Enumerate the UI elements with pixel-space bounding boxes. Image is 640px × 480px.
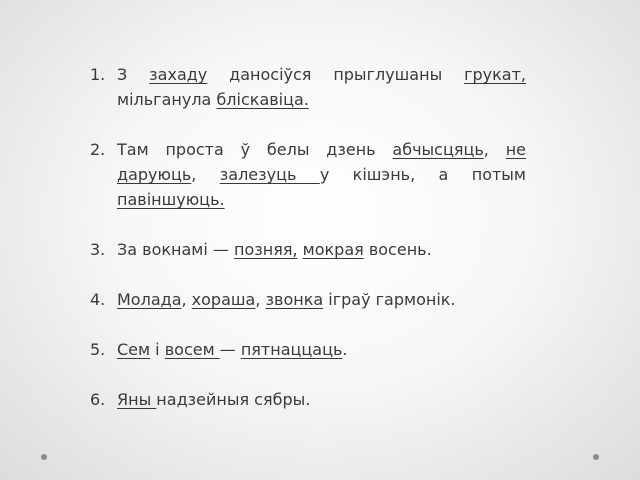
underlined-word: Сем	[117, 340, 151, 359]
list-item	[90, 62, 526, 112]
text-segment: ,	[191, 165, 220, 184]
text-segment: Там проста ў белы дзень	[117, 140, 393, 159]
item-text	[117, 137, 526, 212]
text-segment: ,	[255, 290, 266, 309]
text-segment: даносіўся прыглушаны	[207, 65, 465, 84]
underlined-word: Молада	[117, 290, 182, 309]
underlined-word: хораша	[191, 290, 256, 309]
slide-corner-dot-left	[41, 454, 47, 460]
underlined-word: бліскавіца.	[216, 90, 309, 109]
underlined-word: пятнаццаць	[240, 340, 343, 359]
underlined-word: захаду	[149, 65, 208, 84]
item-number: 6.	[90, 390, 106, 409]
underlined-word: звонка	[265, 290, 324, 309]
underlined-word: павіншуюць.	[117, 190, 225, 209]
text-segment: у кішэнь, а потым	[319, 165, 527, 184]
list-item	[90, 237, 526, 262]
underlined-word: Яны	[117, 390, 157, 409]
text-segment: надзейныя сябры.	[156, 390, 311, 409]
text-segment: За вокнамі —	[117, 240, 234, 259]
item-text	[117, 237, 526, 262]
item-number: 3.	[90, 240, 106, 259]
list-item	[90, 287, 526, 312]
text-segment: восень.	[363, 240, 432, 259]
list-item	[90, 387, 526, 412]
underlined-word: не даруюць	[117, 140, 527, 184]
slide-corner-dot-right	[593, 454, 599, 460]
item-text	[117, 62, 526, 112]
text-segment: ,	[181, 290, 192, 309]
text-segment: З	[117, 65, 150, 84]
item-text	[117, 387, 526, 412]
sentence-list	[90, 62, 526, 437]
underlined-word: мокрая	[302, 240, 364, 259]
item-text	[117, 287, 526, 312]
text-segment: і	[150, 340, 165, 359]
item-number: 2.	[90, 140, 106, 159]
text-segment: .	[342, 340, 348, 359]
item-number: 1.	[90, 65, 106, 84]
text-segment: мільганула	[117, 90, 217, 109]
underlined-word: абчысцяць	[392, 140, 484, 159]
item-number: 4.	[90, 290, 106, 309]
list-item	[90, 337, 526, 362]
underlined-word: восем	[164, 340, 220, 359]
text-segment: ,	[483, 140, 506, 159]
underlined-word: грукат,	[464, 65, 526, 84]
list-item	[90, 137, 526, 212]
item-number: 5.	[90, 340, 106, 359]
underlined-word: залезуць	[219, 165, 320, 184]
text-segment: іграў гармонік.	[323, 290, 456, 309]
underlined-word: позняя,	[233, 240, 298, 259]
text-segment: —	[219, 340, 241, 359]
item-text	[117, 337, 526, 362]
